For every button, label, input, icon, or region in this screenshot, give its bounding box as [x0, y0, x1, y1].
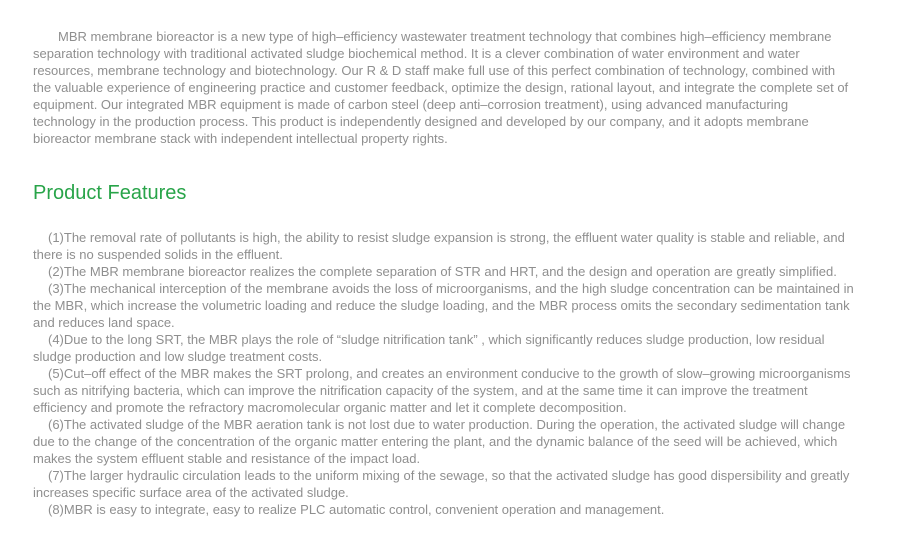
feature-list: [33, 229, 854, 518]
intro-paragraph: MBR membrane bioreactor is a new type of high–efficiency wastewater treatment technology that combines high–efficiency membrane separation technology with traditional activated sludge biochemical method. It is a clever combination of water environment and water resources, membrane technology and biotechnology. Our R & D staff make full use of this perfect combination of technology, combined with the valuable experience of engineering practice and customer feedback, optimize the design, rational layout, and integrate the complete set of equipment. Our integrated MBR equipment is made of carbon steel (deep anti–corrosion treatment), using advanced manufacturing technology in the production process. This product is independently designed and developed by our company, and it adopts membrane bioreactor membrane stack with independent intellectual property rights.: [33, 29, 849, 146]
feature-item-8: (8)MBR is easy to integrate, easy to realize PLC automatic control, convenient operation and management.: [48, 502, 665, 517]
feature-item-4: (4)Due to the long SRT, the MBR plays the role of “sludge nitrification tank” , which significantly reduces sludge production, low residual sludge production and low sludge treatment costs.: [33, 332, 825, 364]
feature-item-6: (6)The activated sludge of the MBR aeration tank is not lost due to water production. During the operation, the activated sludge will change due to the change of the concentration of the organic matter entering the plant, and the dynamic balance of the seed will be achieved, which makes the system effluent stable and resistance of the impact load.: [33, 417, 846, 466]
feature-item-5: (5)Cut–off effect of the MBR makes the SRT prolong, and creates an environment conducive to the growth of slow–growing microorganisms such as nitrifying bacteria, which can improve the nitrification capacity of the system, and at the same time it can improve the treatment efficiency and promote the refractory macromolecular organic matter and let it complete decomposition.: [33, 366, 851, 415]
product-features-heading: Product Features: [33, 182, 187, 204]
feature-item-1: (1)The removal rate of pollutants is high, the ability to resist sludge expansion is strong, the effluent water quality is stable and reliable, and there is no suspended solids in the effluent.: [33, 230, 845, 262]
feature-item-3: (3)The mechanical interception of the membrane avoids the loss of microorganisms, and the high sludge concentration can be maintained in the MBR, which increase the volumetric loading and reduce the sludge loading, and the MBR process omits the secondary sedimentation tank and reduces land space.: [33, 281, 854, 330]
feature-item-7: (7)The larger hydraulic circulation leads to the uniform mixing of the sewage, so that the activated sludge has good dispersibility and greatly increases specific surface area of the activated sludge.: [33, 468, 850, 500]
feature-item-2: (2)The MBR membrane bioreactor realizes the complete separation of STR and HRT, and the design and operation are greatly simplified.: [48, 264, 837, 279]
